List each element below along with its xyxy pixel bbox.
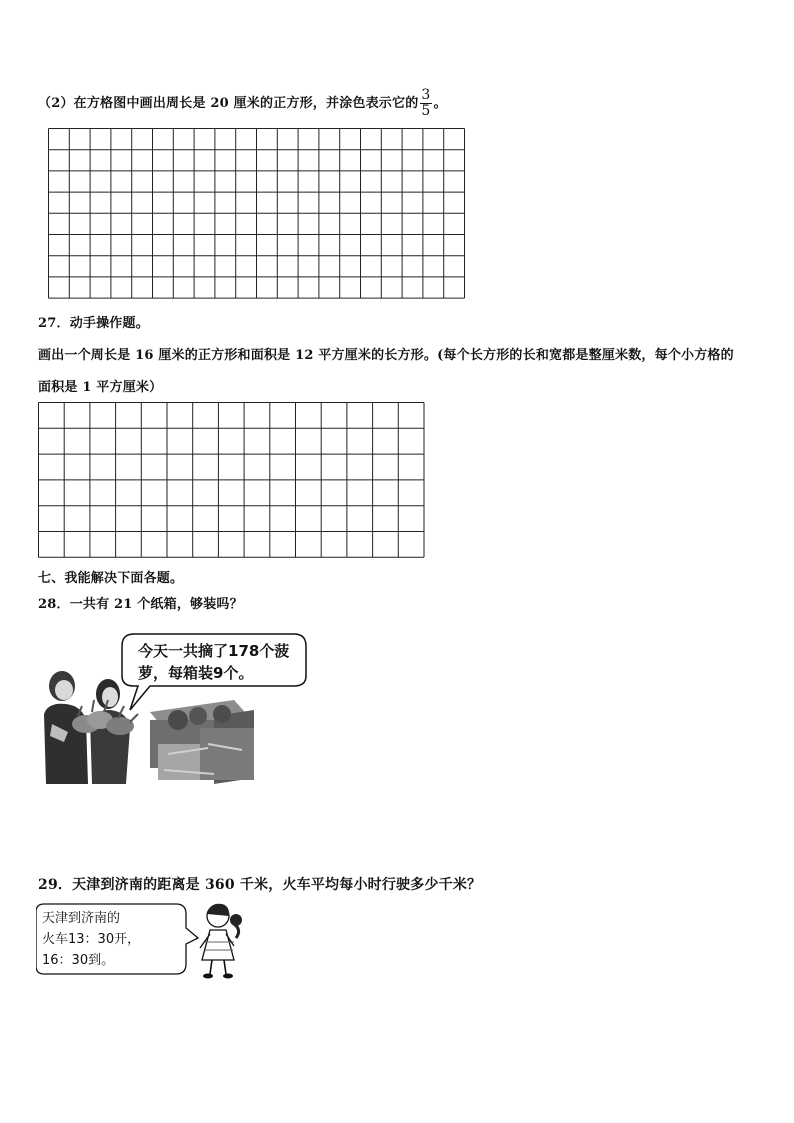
- q26-part2-prefix: （2）在方格图中画出周长是 20 厘米的正方形，并涂色表示它的: [38, 96, 419, 111]
- q28-question: 28．一共有 21 个纸箱，够装吗？: [38, 597, 243, 612]
- q28-illustration: [38, 624, 308, 786]
- q29-question: 29．天津到济南的距离是 360 千米，火车平均每小时行驶多少千米？: [38, 877, 482, 893]
- square-grid-2[interactable]: [38, 402, 425, 558]
- fraction-numerator: 3: [421, 87, 431, 103]
- q28-bubble-text: [138, 640, 289, 684]
- q26-part2-suffix: 。: [433, 96, 447, 111]
- q27-instruction-line2: 面积是 1 平方厘米）: [38, 380, 163, 395]
- q29-bubble-text: [42, 908, 140, 971]
- square-grid-1[interactable]: [48, 128, 466, 299]
- pineapple-boxes-picture: [150, 700, 254, 784]
- q26-part2-text: [38, 88, 447, 119]
- q28-bubble-line2: 萝，每箱装9个。: [138, 664, 254, 682]
- q29-bubble-line2: 火车13：30开，: [42, 932, 141, 947]
- section-7-title: 七、我能解决下面各题。: [38, 571, 184, 586]
- q28-bubble-line1: 今天一共摘了178个菠: [138, 642, 290, 660]
- q27-instruction-line1: 画出一个周长是 16 厘米的正方形和面积是 12 平方厘米的长方形。(每个长方形的长和宽都是整厘米数，每个小方格的: [38, 348, 734, 363]
- q29-bubble-line1: 天津到济南的: [42, 911, 121, 926]
- square-grid-2-lines: [38, 402, 425, 558]
- square-grid-1-lines: [48, 128, 466, 299]
- q29-illustration: [36, 894, 266, 982]
- q27-title: 27．动手操作题。: [38, 316, 149, 331]
- girl-figure: [200, 904, 242, 979]
- fraction-three-fifths: [420, 88, 431, 119]
- fraction-denominator: 5: [421, 103, 431, 119]
- q29-bubble-line3: 16：30到。: [42, 953, 115, 968]
